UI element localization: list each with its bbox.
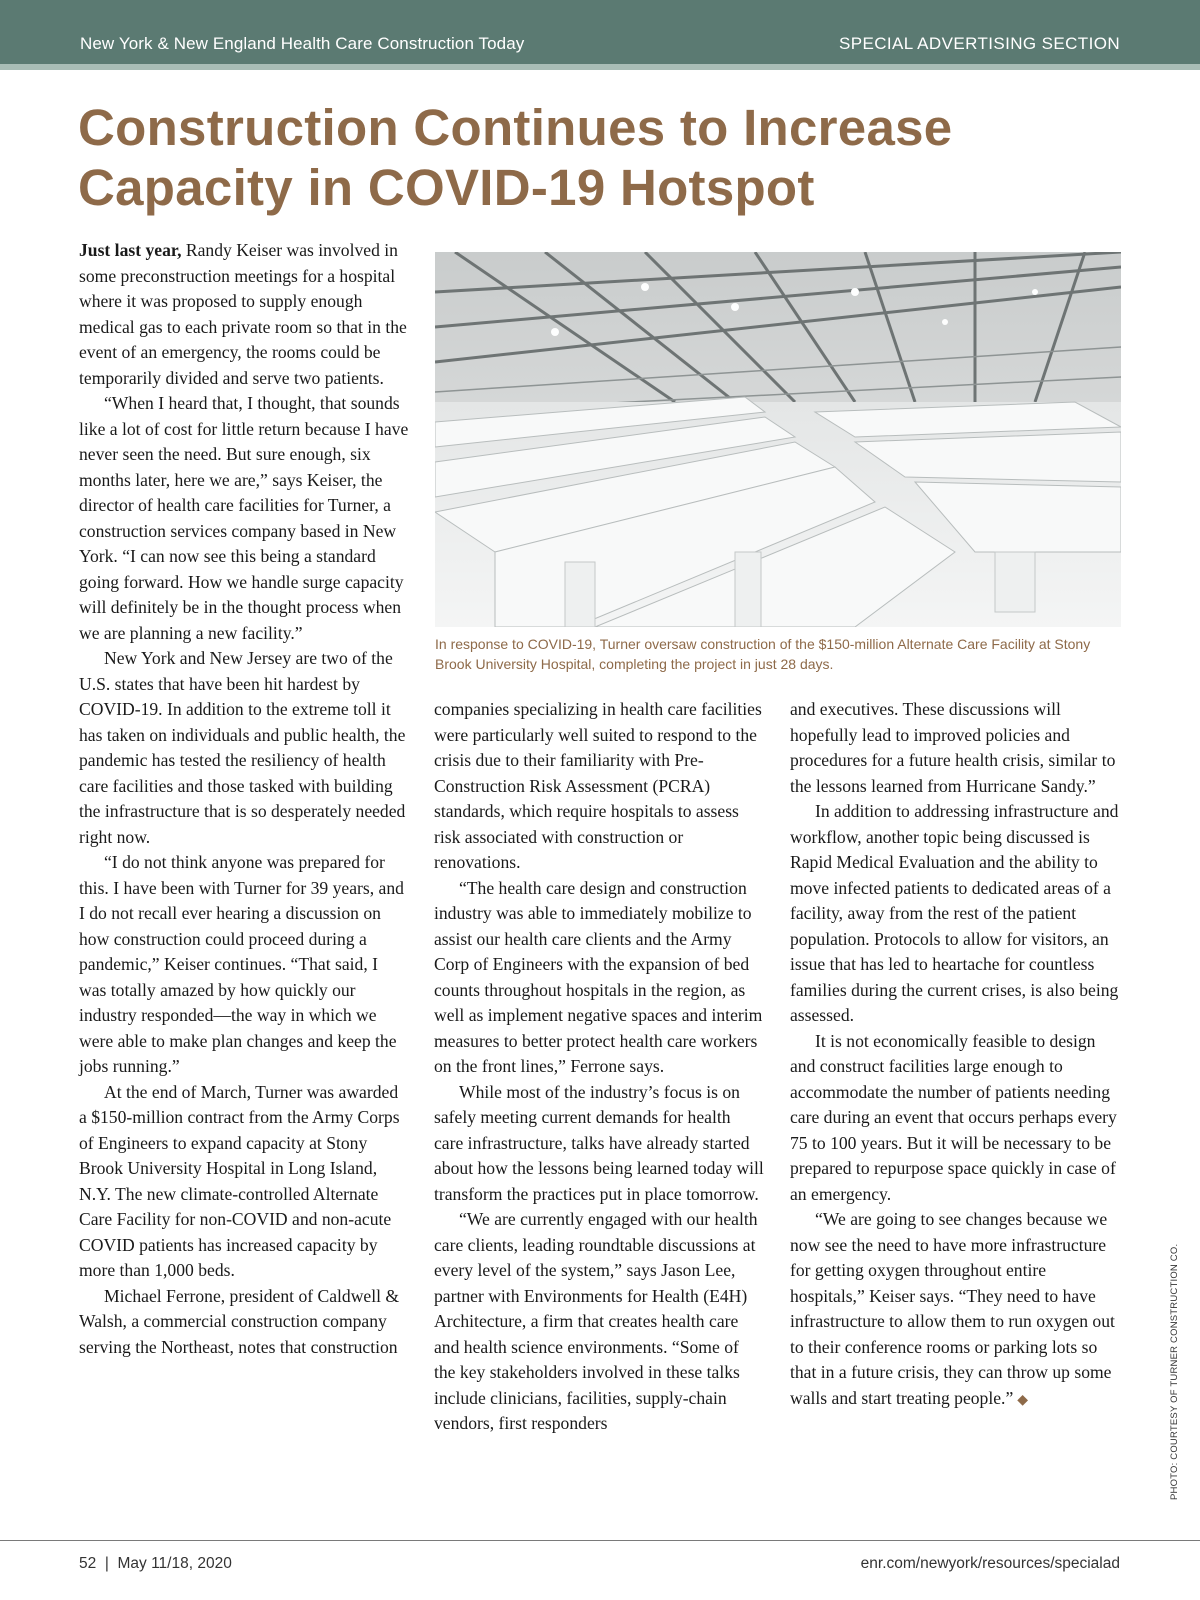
footer-url: enr.com/newyork/resources/specialad [860,1555,1120,1572]
paragraph: and executives. These discussions will hopefully lead to improved policies and procedures for a future health crisis, similar to the lessons learned from Hurricane Sandy.” [790,699,1116,796]
footer-divider [0,1540,1200,1541]
paragraph: New York and New Jersey are two of the U.S. states that have been hit hardest by COVID-19. In addition to the extreme toll it has taken on individuals and public health, the pandemic has tested the resiliency of health care facilities and those tasked with building the infrastructure that is so desperately needed right now. [79,648,406,847]
header-bar [0,0,1200,64]
article-headline: Construction Continues to Increase Capacity in COVID-19 Hotspot [78,99,953,216]
paragraph: While most of the industry’s focus is on safely meeting current demands for health care infrastructure, talks have already started about how the lessons being learned today will transform the practices put in place tomorrow. [434,1081,764,1204]
end-mark-icon: ◆ [1017,1392,1029,1408]
facility-photo [435,252,1121,627]
paragraph: At the end of March, Turner was awarded a $150-million contract from the Army Corps of Engineers to expand capacity at Stony Brook University Hospital in Long Island, N.Y. The new climate-controlled Alternate Care Facility for non-COVID and non-acute COVID patients has increased capacity by more than 1,000 beds. [79,1081,400,1280]
photo-caption: In response to COVID-19, Turner oversaw construction of the $150-million Alternate Care Facility at Stony Brook University Hospital, completing the project in just 28 days. [435,636,1091,672]
column-1 [79,238,409,1360]
paragraph: In addition to addressing infrastructure and workflow, another topic being discussed is Rapid Medical Evaluation and the ability to move infected patients to dedicated areas of a facility, away from the rest of the patient population. Protocols to allow for visitors, an issue that has led to heartache for countless families during the current crises, is also being assessed. [790,801,1119,1025]
paragraph: “We are going to see changes because we now see the need to have more infrastructure for getting oxygen throughout entire hospitals,” Keiser says. “They need to have infrastructure to allow them to run oxygen out to their conference rooms or parking lots so that in a future crisis, they can throw up some walls and start treating people.” ◆ [790,1209,1115,1408]
page-number-date: 52 | May 11/18, 2020 [79,1555,232,1572]
column-3 [790,697,1120,1413]
header-stripe [0,64,1200,70]
paragraph: “I do not think anyone was prepared for this. I have been with Turner for 39 years, and I do not recall ever hearing a discussion on how construction could proceed during a pandemic,” Keiser continues. “That said, I was totally amazed by how quickly our industry responded—the way in which we were able to make plan changes and keep the jobs running.” [79,852,404,1076]
lead-in: Just last year, [79,240,182,260]
paragraph: “When I heard that, I thought, that sounds like a lot of cost for little return because I have never seen the need. But sure enough, six months later, here we are,” says Keiser, the director of health care facilities for Turner, a construction services company based in New York. “I can now see this being a standard going forward. How we handle surge capacity will definitely be in the thought process when we are planning a new facility.” [79,393,409,643]
column-2 [434,697,764,1437]
paragraph: “We are currently engaged with our health care clients, leading roundtable discussions at every level of the system,” says Jason Lee, partner with Environments for Health (E4H) Architecture, a firm that creates health care and health science environments. “Some of the key stakeholders involved in these talks include clinicians, facilities, supply-chain vendors, first responders [434,1209,758,1433]
paragraph: “The health care design and construction industry was able to immediately mobilize to assist our health care clients and the Army Corp of Engineers with the expansion of bed counts throughout hospitals in the region, as well as implement negative spaces and interim measures to better protect health care workers on the front lines,” Ferrone says. [434,877,763,1076]
publication-name: New York & New England Health Care Construction Today [80,34,525,53]
paragraph: companies specializing in health care facilities were particularly well suited to respond to the crisis due to their familiarity with Pre-Construction Risk Assessment (PCRA) standards, which require hospitals to assess risk associated with construction or renovations. [434,699,762,872]
photo-credit: PHOTO: COURTESY OF TURNER CONSTRUCTION CO. [1169,1243,1180,1500]
paragraph: Michael Ferrone, president of Caldwell & Walsh, a commercial construction company serving the Northeast, notes that construction [79,1285,400,1357]
paragraph: Just last year, Randy Keiser was involved in some preconstruction meetings for a hospital where it was proposed to supply enough medical gas to each private room so that in the event of an emergency, the rooms could be temporarily divided and serve two patients. [79,240,407,388]
paragraph: It is not economically feasible to design and construct facilities large enough to accommodate the number of patients needing care during an event that occurs perhaps every 75 to 100 years. But it will be necessary to be prepared to repurpose space quickly in case of an emergency. [790,1030,1117,1204]
section-label: SPECIAL ADVERTISING SECTION [839,34,1120,53]
